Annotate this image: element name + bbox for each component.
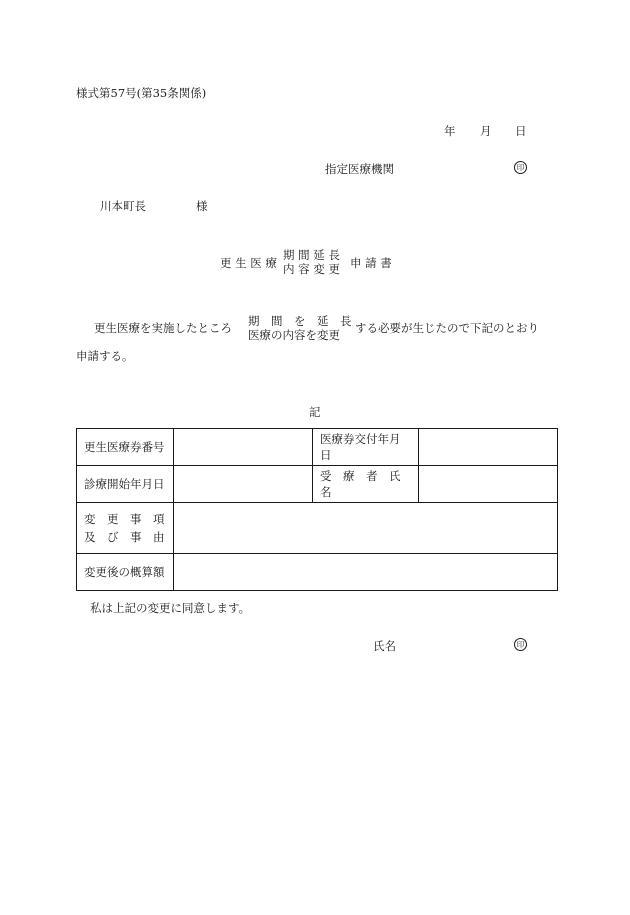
consent-statement: 私は上記の変更に同意します。 <box>90 601 251 615</box>
date-day: 日 <box>515 124 527 138</box>
body-trail: する必要が生じたので下記のとおり <box>355 321 539 335</box>
body-options <box>248 314 352 342</box>
table-row <box>77 554 558 591</box>
label-changes-line1: 変 更 事 項 <box>84 512 165 526</box>
title-suffix: 申 請 書 <box>350 256 392 270</box>
cell-input-changes-reasons[interactable] <box>174 503 558 554</box>
body-line2: 申請する。 <box>76 349 134 363</box>
title-option-extend-period: 期 間 延 長 <box>283 248 340 262</box>
table-row <box>77 429 558 466</box>
section-mark: 記 <box>309 405 321 419</box>
signature-seal-icon: 印 <box>514 638 527 651</box>
cell-input-issue-date[interactable] <box>419 429 558 466</box>
addressee-name: 川本町長 <box>100 199 146 213</box>
title-prefix: 更 生 医 療 <box>220 256 277 270</box>
body-option-extend-period: 期 間 を 延 長 <box>248 314 352 328</box>
table-row <box>77 466 558 503</box>
date-month: 月 <box>480 124 492 138</box>
addressee-honorific: 様 <box>196 199 208 213</box>
application-table <box>76 428 558 591</box>
body-option-change-content: 医療の内容を変更 <box>248 328 340 342</box>
cell-input-patient-name[interactable] <box>419 466 558 503</box>
cell-label-start-date: 診療開始年月日 <box>77 466 174 503</box>
title-options <box>283 248 340 276</box>
cell-label-issue-date: 医療券交付年月日 <box>313 429 419 466</box>
form-number: 様式第57号(第35条関係) <box>76 86 207 100</box>
cell-label-ticket-number: 更生医療券番号 <box>77 429 174 466</box>
table-row <box>77 503 558 554</box>
signature-label: 氏名 <box>373 639 396 653</box>
label-changes-line2: 及 び 事 由 <box>84 530 165 544</box>
cell-label-patient-name: 受 療 者 氏 名 <box>313 466 419 503</box>
cell-input-estimated-cost[interactable] <box>174 554 558 591</box>
cell-label-changes-reasons <box>77 503 174 554</box>
cell-input-ticket-number[interactable] <box>174 429 313 466</box>
cell-input-start-date[interactable] <box>174 466 313 503</box>
seal-mark-icon: 印 <box>514 161 527 174</box>
title-option-change-content: 内 容 変 更 <box>283 262 340 276</box>
body-lead: 更生医療を実施したところ <box>94 321 232 335</box>
institution-label: 指定医療機関 <box>325 162 394 176</box>
cell-label-estimated-cost: 変更後の概算額 <box>77 554 174 591</box>
date-year: 年 <box>444 124 456 138</box>
